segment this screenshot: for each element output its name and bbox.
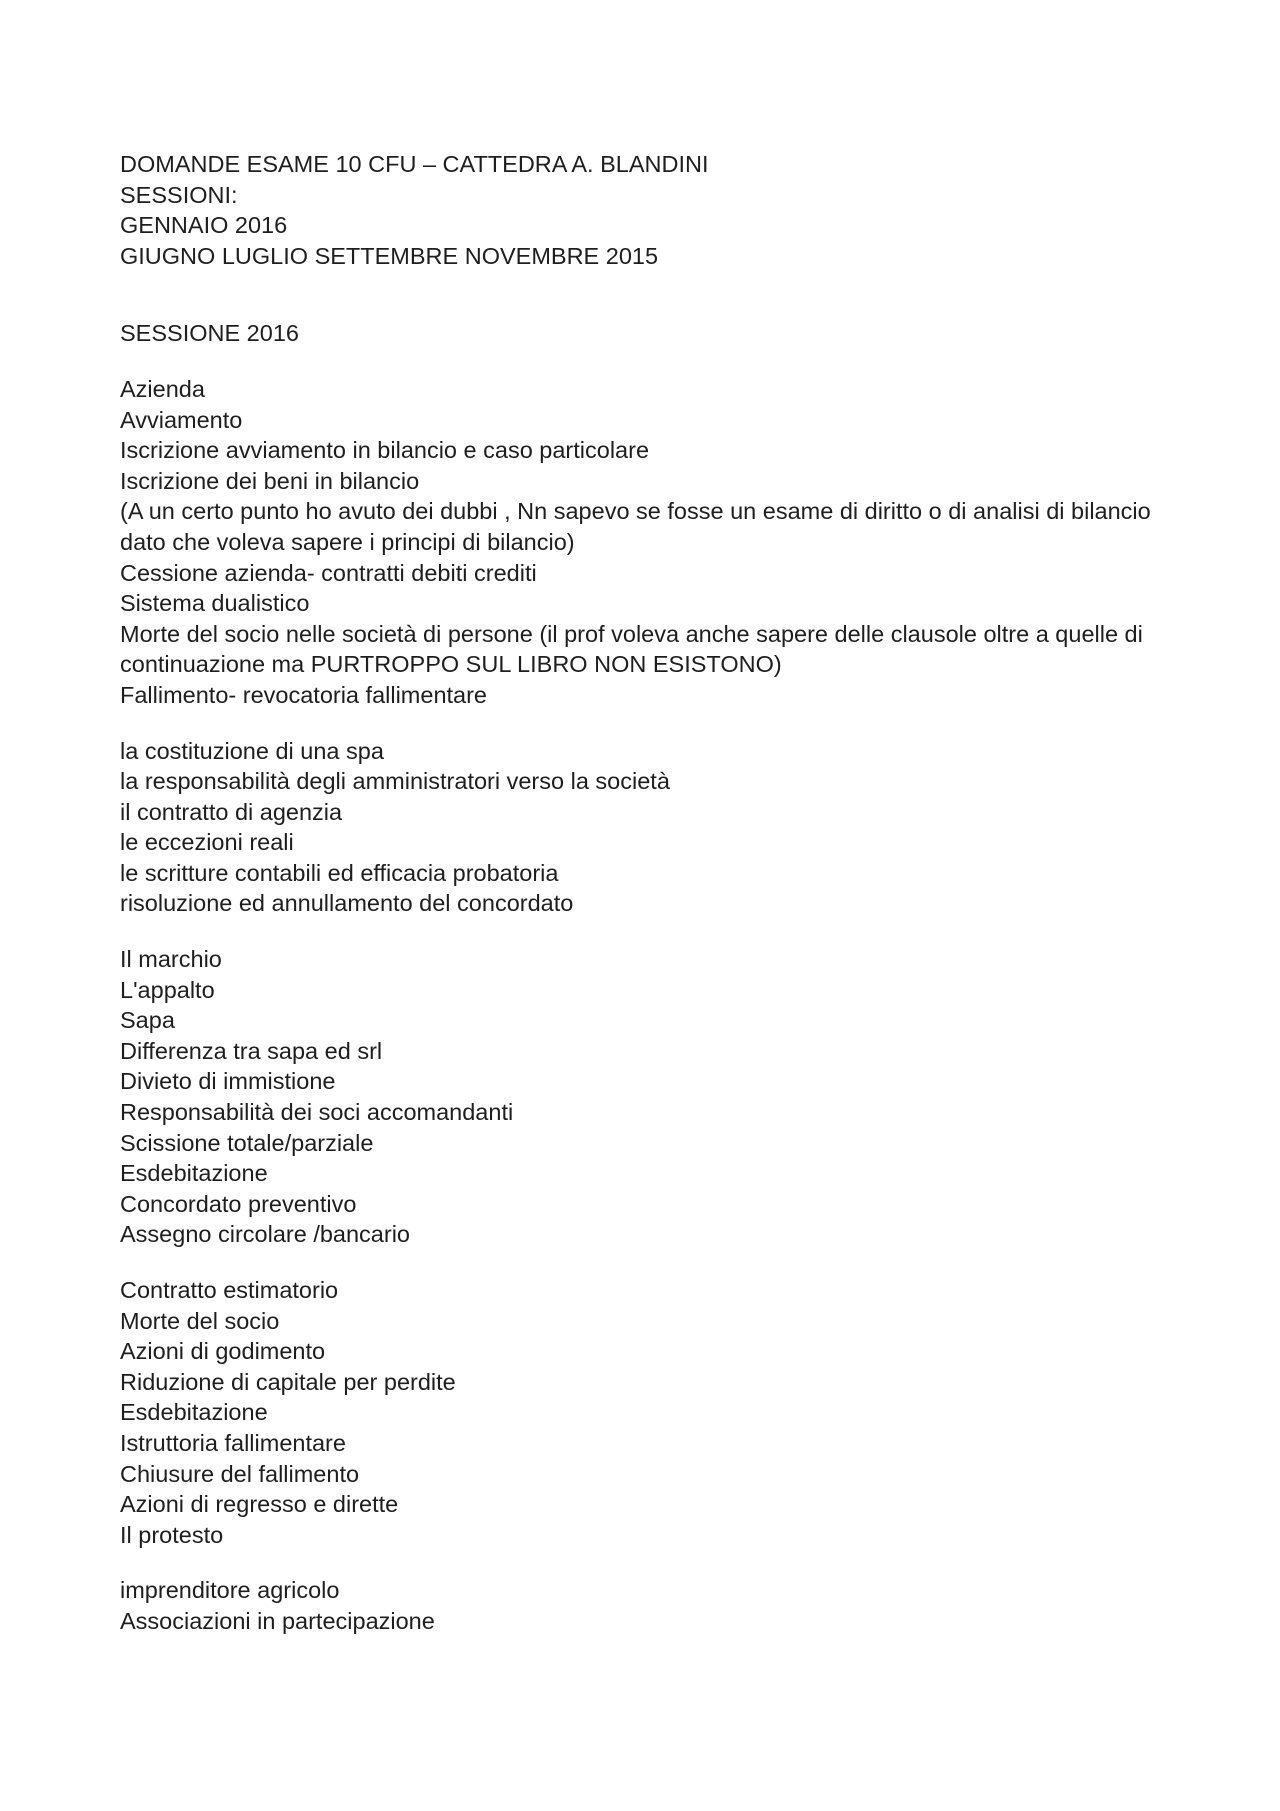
question-item: L'appalto	[120, 976, 215, 1003]
sessions-label: SESSIONI:	[120, 181, 238, 208]
question-item: Cessione azienda- contratti debiti crediti	[120, 559, 537, 586]
question-item: Differenza tra sapa ed srl	[120, 1037, 383, 1064]
session-item: GIUGNO LUGLIO SETTEMBRE NOVEMBRE 2015	[120, 242, 659, 269]
question-item: Avviamento	[120, 406, 243, 433]
question-item: le scritture contabili ed efficacia probatoria	[120, 859, 559, 886]
document-title: DOMANDE ESAME 10 CFU – CATTEDRA A. BLANDINI	[120, 151, 709, 177]
question-item: Istruttoria fallimentare	[120, 1429, 346, 1456]
question-item: Iscrizione avviamento in bilancio e caso particolare	[120, 437, 650, 464]
question-item: il contratto di agenzia	[120, 798, 343, 825]
question-group-2	[120, 736, 1180, 920]
question-item: Azienda	[120, 375, 205, 402]
question-item: Il marchio	[120, 946, 222, 973]
question-item: Morte del socio	[120, 1307, 280, 1334]
question-item: risoluzione ed annullamento del concordato	[120, 890, 574, 917]
question-item: le eccezioni reali	[120, 829, 294, 856]
question-item: la costituzione di una spa	[120, 737, 384, 764]
question-item: Contratto estimatorio	[120, 1277, 339, 1303]
question-item: Responsabilità dei soci accomandanti	[120, 1099, 514, 1126]
question-item: Riduzione di capitale per perdite	[120, 1368, 456, 1395]
question-note: (A un certo punto ho avuto dei dubbi , Nn sapevo se fosse un esame di diritto o di analisi di bilancio dato che voleva sapere i principi di bilancio)	[120, 498, 1158, 555]
question-item: Concordato preventivo	[120, 1190, 357, 1217]
question-item: Scissione totale/parziale	[120, 1129, 374, 1156]
question-item: Il protesto	[120, 1521, 224, 1548]
question-item: Fallimento- revocatoria fallimentare	[120, 681, 488, 708]
question-item: Esdebitazione	[120, 1160, 268, 1187]
question-item: Divieto di immistione	[120, 1068, 336, 1095]
document-body	[120, 149, 1180, 1637]
section-heading	[120, 318, 1180, 349]
question-item: Associazioni in partecipazione	[120, 1607, 435, 1634]
session-item: GENNAIO 2016	[120, 212, 288, 239]
question-item: Chiusure del fallimento	[120, 1460, 360, 1487]
question-group-3	[120, 944, 1180, 1250]
question-item: Assegno circolare /bancario	[120, 1221, 410, 1248]
question-item: Sapa	[120, 1007, 175, 1034]
question-item: Azioni di godimento	[120, 1338, 326, 1365]
question-group-4	[120, 1275, 1180, 1550]
question-item: Esdebitazione	[120, 1399, 268, 1426]
question-item: Iscrizione dei beni in bilancio	[120, 467, 420, 494]
question-group-5	[120, 1575, 1180, 1636]
question-item: Azioni di regresso e dirette	[120, 1491, 399, 1518]
question-item: Morte del socio nelle società di persone (il prof voleva anche sapere delle clausole oltre a quelle di continuazione ma PURTROPPO SUL LIBRO NON ESISTONO)	[120, 620, 1150, 678]
document-header	[120, 149, 1180, 271]
question-item: Sistema dualistico	[120, 590, 310, 617]
question-item: imprenditore agricolo	[120, 1577, 340, 1604]
section-title: SESSIONE 2016	[120, 320, 299, 347]
question-group-1	[120, 374, 1180, 711]
question-item: la responsabilità degli amministratori verso la società	[120, 768, 670, 795]
